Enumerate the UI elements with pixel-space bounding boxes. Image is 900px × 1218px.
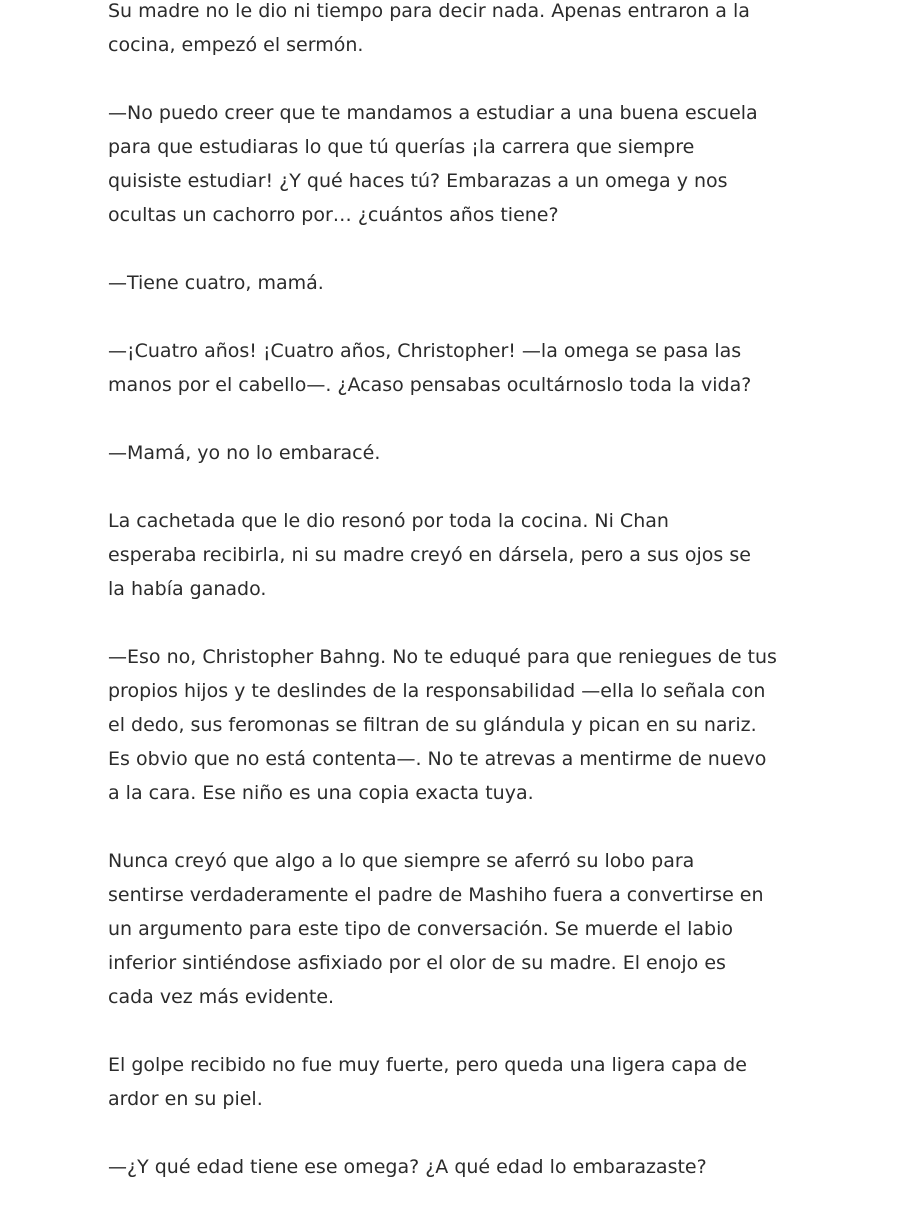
paragraph-2 — [108, 96, 808, 232]
text-line: la había ganado. — [108, 578, 267, 600]
text-line: esperaba recibirla, ni su madre creyó en dársela, pero a sus ojos se — [108, 544, 751, 566]
paragraph-4 — [108, 334, 808, 402]
paragraph-5 — [108, 436, 808, 470]
text-line: para que estudiaras lo que tú querías ¡la carrera que siempre — [108, 136, 695, 158]
text-line: cocina, empezó el sermón. — [108, 34, 364, 56]
paragraph-7 — [108, 640, 808, 810]
text-line: un argumento para este tipo de conversación. Se muerde el labio — [108, 918, 733, 940]
text-line: ardor en su piel. — [108, 1088, 263, 1110]
text-line: La cachetada que le dio resonó por toda la cocina. Ni Chan — [108, 510, 669, 532]
text-line: propios hijos y te deslindes de la responsabilidad —ella lo señala con — [108, 680, 766, 702]
paragraph-3 — [108, 266, 808, 300]
text-line: el dedo, sus feromonas se filtran de su glándula y pican en su nariz. — [108, 714, 757, 736]
text-line: —Tiene cuatro, mamá. — [108, 272, 324, 294]
story-text-body — [108, 0, 808, 1218]
text-line: sentirse verdaderamente el padre de Mashiho fuera a convertirse en — [108, 884, 764, 906]
paragraph-8 — [108, 844, 808, 1014]
text-line: Es obvio que no está contenta—. No te atrevas a mentirme de nuevo — [108, 748, 767, 770]
text-line: a la cara. Ese niño es una copia exacta tuya. — [108, 782, 534, 804]
text-line: ocultas un cachorro por… ¿cuántos años tiene? — [108, 204, 559, 226]
paragraph-9 — [108, 1048, 808, 1116]
text-line: inferior sintiéndose asfixiado por el olor de su madre. El enojo es — [108, 952, 726, 974]
text-line: quisiste estudiar! ¿Y qué haces tú? Embarazas a un omega y nos — [108, 170, 728, 192]
text-line: —No puedo creer que te mandamos a estudiar a una buena escuela — [108, 102, 758, 124]
text-line: Nunca creyó que algo a lo que siempre se aferró su lobo para — [108, 850, 695, 872]
text-line: —Eso no, Christopher Bahng. No te eduqué para que reniegues de tus — [108, 646, 777, 668]
paragraph-10 — [108, 1150, 808, 1184]
text-line: —¿Y qué edad tiene ese omega? ¿A qué edad lo embarazaste? — [108, 1156, 707, 1178]
text-line: El golpe recibido no fue muy fuerte, pero queda una ligera capa de — [108, 1054, 747, 1076]
text-line: —Mamá, yo no lo embaracé. — [108, 442, 381, 464]
text-line: cada vez más evidente. — [108, 986, 335, 1008]
paragraph-6 — [108, 504, 808, 606]
text-line: Su madre no le dio ni tiempo para decir nada. Apenas entraron a la — [108, 0, 750, 22]
text-line: manos por el cabello—. ¿Acaso pensabas ocultárnoslo toda la vida? — [108, 374, 752, 396]
paragraph-1 — [108, 0, 808, 62]
text-line: —¡Cuatro años! ¡Cuatro años, Christopher! —la omega se pasa las — [108, 340, 742, 362]
